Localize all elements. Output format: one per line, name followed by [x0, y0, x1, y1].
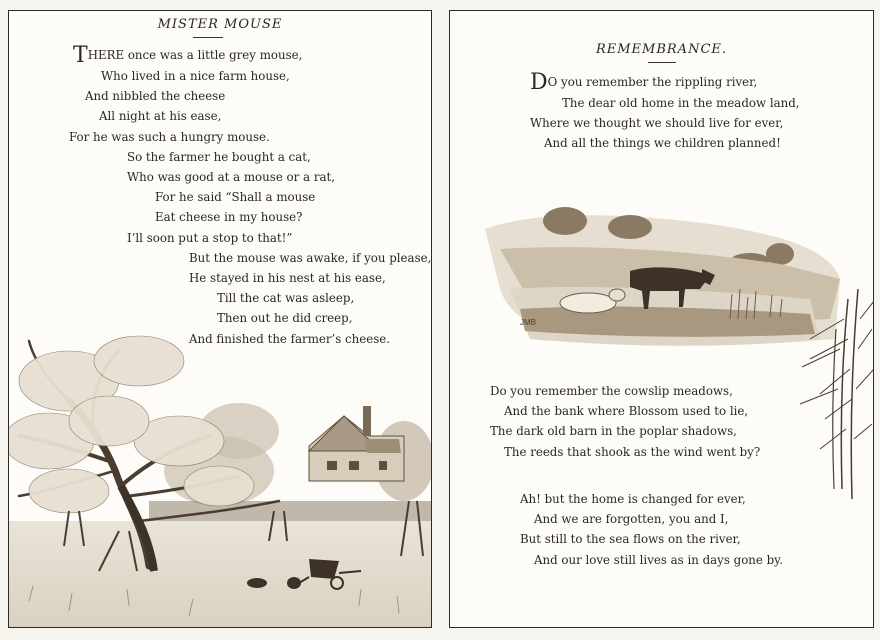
poem-title-remembrance: REMEMBRANCE.: [595, 42, 728, 57]
poem-line: Do you remember the cowslip meadows,: [490, 384, 733, 398]
monogram-text: JMB: [520, 318, 536, 327]
drop-cap: T: [73, 43, 88, 68]
poem-line: And all the things we children planned!: [544, 136, 781, 151]
poem-mister-mouse: [69, 45, 431, 349]
poem-line: The dear old home in the meadow land,: [562, 96, 800, 110]
poem-line: Who lived in a nice farm house,: [101, 69, 290, 83]
poem-line: For he said “Shall a mouse: [155, 190, 316, 205]
title-rule: [648, 62, 676, 63]
poem-line: And finished the farmer’s cheese.: [189, 331, 391, 346]
stanza-1: [530, 72, 800, 154]
poem-line: The dark old barn in the poplar shadows,: [490, 424, 737, 439]
poem-line: But the mouse was awake, if you please,: [189, 250, 432, 265]
poem-line: Then out he did creep,: [217, 311, 353, 326]
poem-line: But still to the sea flows on the river,: [520, 532, 741, 547]
poem-line: And we are forgotten, you and I,: [534, 512, 729, 527]
drop-cap: D: [530, 70, 548, 95]
poem-line: THERE once was a little grey mouse,: [73, 43, 303, 68]
right-page: [449, 10, 874, 628]
poem-line: For he was such a hungry mouse.: [69, 129, 270, 144]
poem-line: Eat cheese in my house?: [155, 210, 303, 225]
orchard-farmhouse-illustration: [9, 321, 432, 628]
poem-title-mister-mouse: MISTER MOUSE: [157, 17, 283, 32]
poem-line: Where we thought we should live for ever,: [530, 116, 784, 131]
poem-line: DO you remember the rippling river,: [530, 70, 758, 95]
poem-line: All night at his ease,: [99, 109, 222, 124]
poem-line: Till the cat was asleep,: [217, 291, 355, 306]
poem-line: Who was good at a mouse or a rat,: [127, 170, 335, 185]
stanza-3: [520, 489, 783, 570]
poem-line: And our love still lives as in days gone by.: [534, 552, 784, 567]
title-rule: [193, 37, 223, 38]
poem-line: The reeds that shook as the wind went by?: [504, 444, 761, 459]
poem-line: Ah! but the home is changed for ever,: [520, 492, 746, 506]
poem-line: I’ll soon put a stop to that!”: [127, 230, 293, 245]
farmhouse: [309, 406, 404, 481]
poem-line: So the farmer he bought a cat,: [127, 149, 311, 164]
poem-line: He stayed in his nest at his ease,: [189, 271, 386, 286]
poem-line: And the bank where Blossom used to lie,: [504, 404, 749, 419]
stanza-2: [490, 381, 760, 462]
left-page: [8, 10, 432, 628]
poem-line: And nibbled the cheese: [85, 89, 226, 104]
